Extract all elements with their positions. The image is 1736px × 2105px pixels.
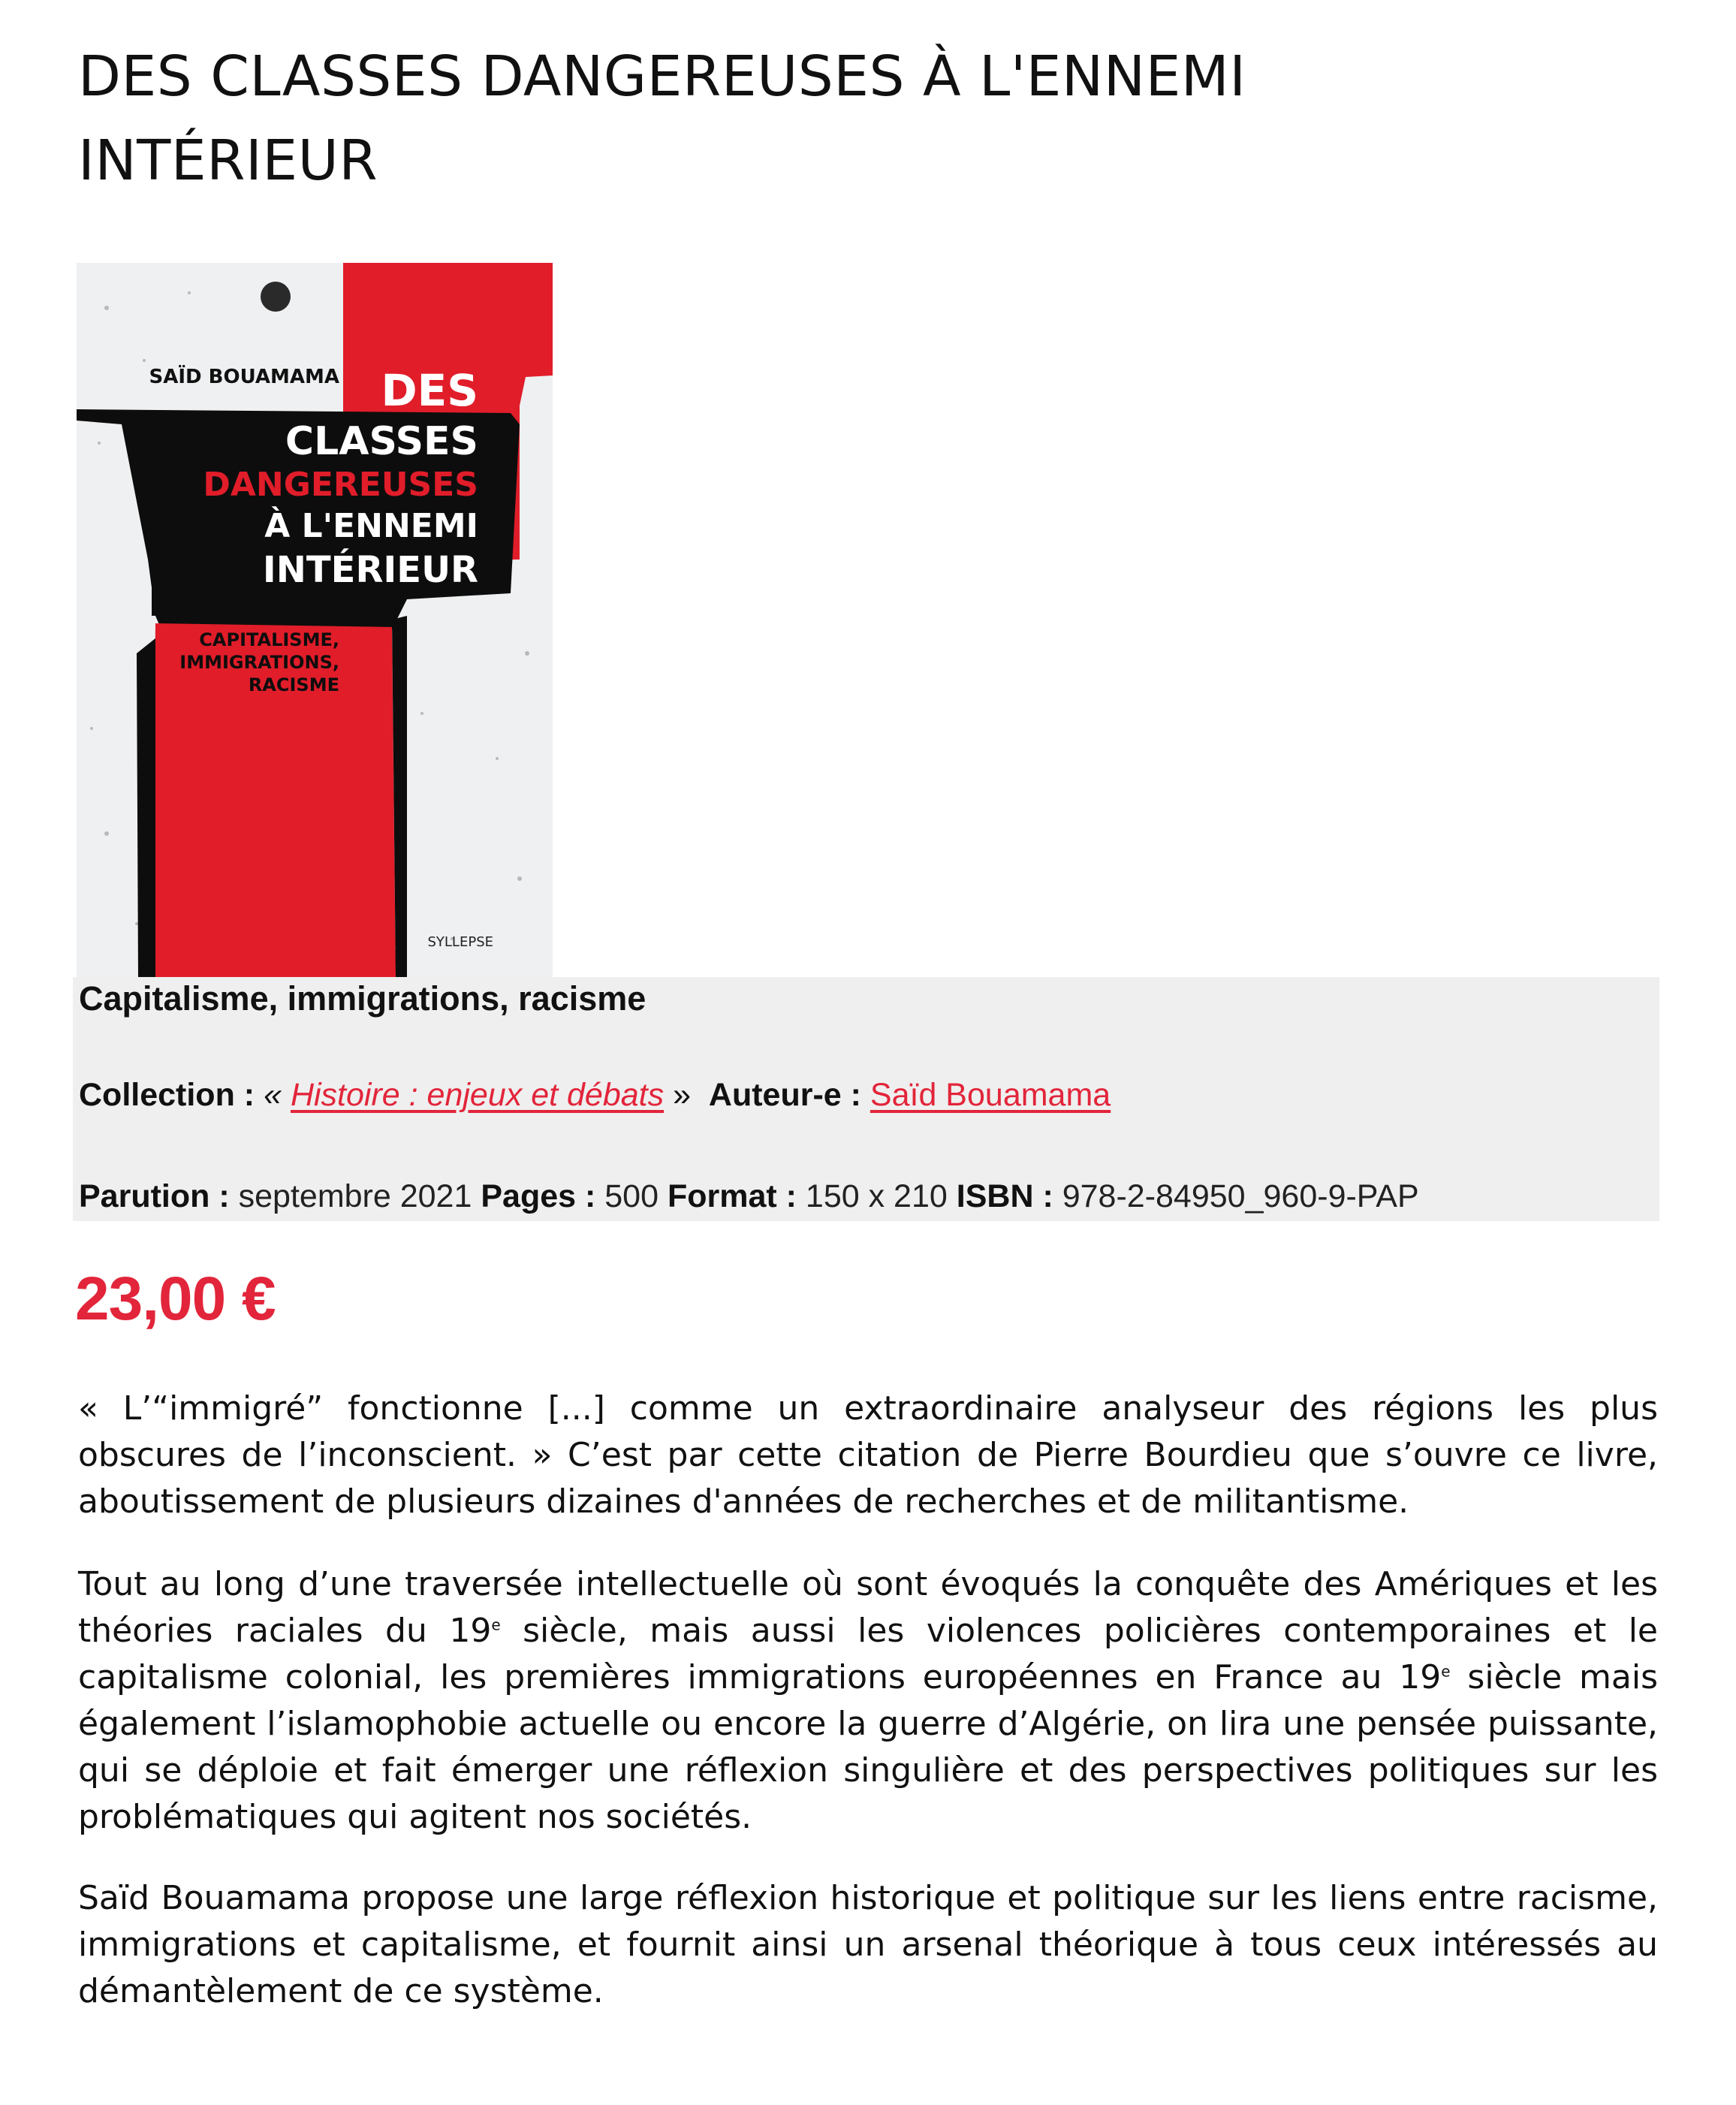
- cover-author: SAÏD BOUAMAMA: [149, 366, 339, 388]
- cover-artwork: [77, 263, 553, 977]
- format-value: 150 x 210: [805, 1178, 948, 1214]
- superscript-e: e: [1441, 1662, 1451, 1681]
- pages-label: Pages :: [481, 1178, 596, 1214]
- description-p2-part-a: Tout au long d’une traversée intellectuelle où sont évoqués la conquête des Amériques et les théories raciales du 19: [78, 1565, 1658, 1650]
- collection-link[interactable]: Histoire : enjeux et débats: [290, 1077, 665, 1113]
- collection-open-quote: «: [264, 1077, 282, 1113]
- cover-line-2: CLASSES: [285, 419, 478, 464]
- description-paragraph-2: [78, 1561, 1658, 1841]
- page-title: DES CLASSES DANGEREUSES À L'ENNEMI INTÉRIEUR: [78, 44, 1246, 193]
- format-label: Format :: [667, 1178, 797, 1214]
- isbn-value: 978-2-84950_960-9-PAP: [1062, 1178, 1419, 1214]
- cover-subtitle-1: CAPITALISME,: [199, 629, 339, 650]
- cover-subtitle-3: RACISME: [248, 674, 339, 695]
- cover-publisher: SYLLEPSE: [427, 934, 493, 950]
- isbn-label: ISBN :: [956, 1178, 1053, 1214]
- cover-line-3: DANGEREUSES: [203, 466, 478, 504]
- pages-value: 500: [604, 1178, 659, 1214]
- author-label: Auteur-e :: [708, 1077, 861, 1113]
- publication-details-row: [79, 1178, 1419, 1215]
- description-p2-part-c: siècle mais également l’islamophobie actuelle ou encore la guerre d’Algérie, on lira une pensée puissante, qui se déploie et fait émerger une réflexion singulière et des perspectives politiques sur les problématiques qui agitent nos sociétés.: [78, 1658, 1658, 1836]
- parution-value: septembre 2021: [238, 1178, 472, 1214]
- cover-line-1: DES: [381, 365, 478, 416]
- book-subtitle: Capitalisme, immigrations, racisme: [79, 979, 646, 1018]
- cover-line-5: INTÉRIEUR: [262, 549, 478, 591]
- description-paragraph-1: « L’“immigré” fonctionne [...] comme un extraordinaire analyseur des régions les plus obscures de l’inconscient. » C’est par cette citation de Pierre Bourdieu que s’ouvre ce livre, aboutissement de plusieurs dizaines d'années de recherches et de militantisme.: [78, 1389, 1658, 1521]
- collection-label: Collection :: [79, 1077, 255, 1113]
- cover-subtitle-2: IMMIGRATIONS,: [179, 652, 339, 673]
- price: 23,00 €: [75, 1265, 276, 1333]
- superscript-e: e: [491, 1615, 501, 1634]
- cover-line-4: À L'ENNEMI: [264, 507, 478, 545]
- author-link[interactable]: Saïd Bouamama: [870, 1077, 1111, 1113]
- parution-label: Parution :: [79, 1178, 230, 1214]
- collection-close-quote: »: [673, 1077, 691, 1113]
- book-cover-image: [77, 263, 553, 977]
- book-details-panel: [73, 977, 1659, 1221]
- description-paragraph-3: Saïd Bouamama propose une large réflexion historique et politique sur les liens entre racisme, immigrations et capitalisme, et fournit ainsi un arsenal théorique à tous ceux intéressés au démantèlement de ce système.: [78, 1879, 1658, 2010]
- description-p2-part-b: siècle, mais aussi les violences policières contemporaines et le capitalisme colonial, les premières immigrations européennes en France au 19: [78, 1612, 1658, 1696]
- collection-author-row: [79, 1077, 1111, 1114]
